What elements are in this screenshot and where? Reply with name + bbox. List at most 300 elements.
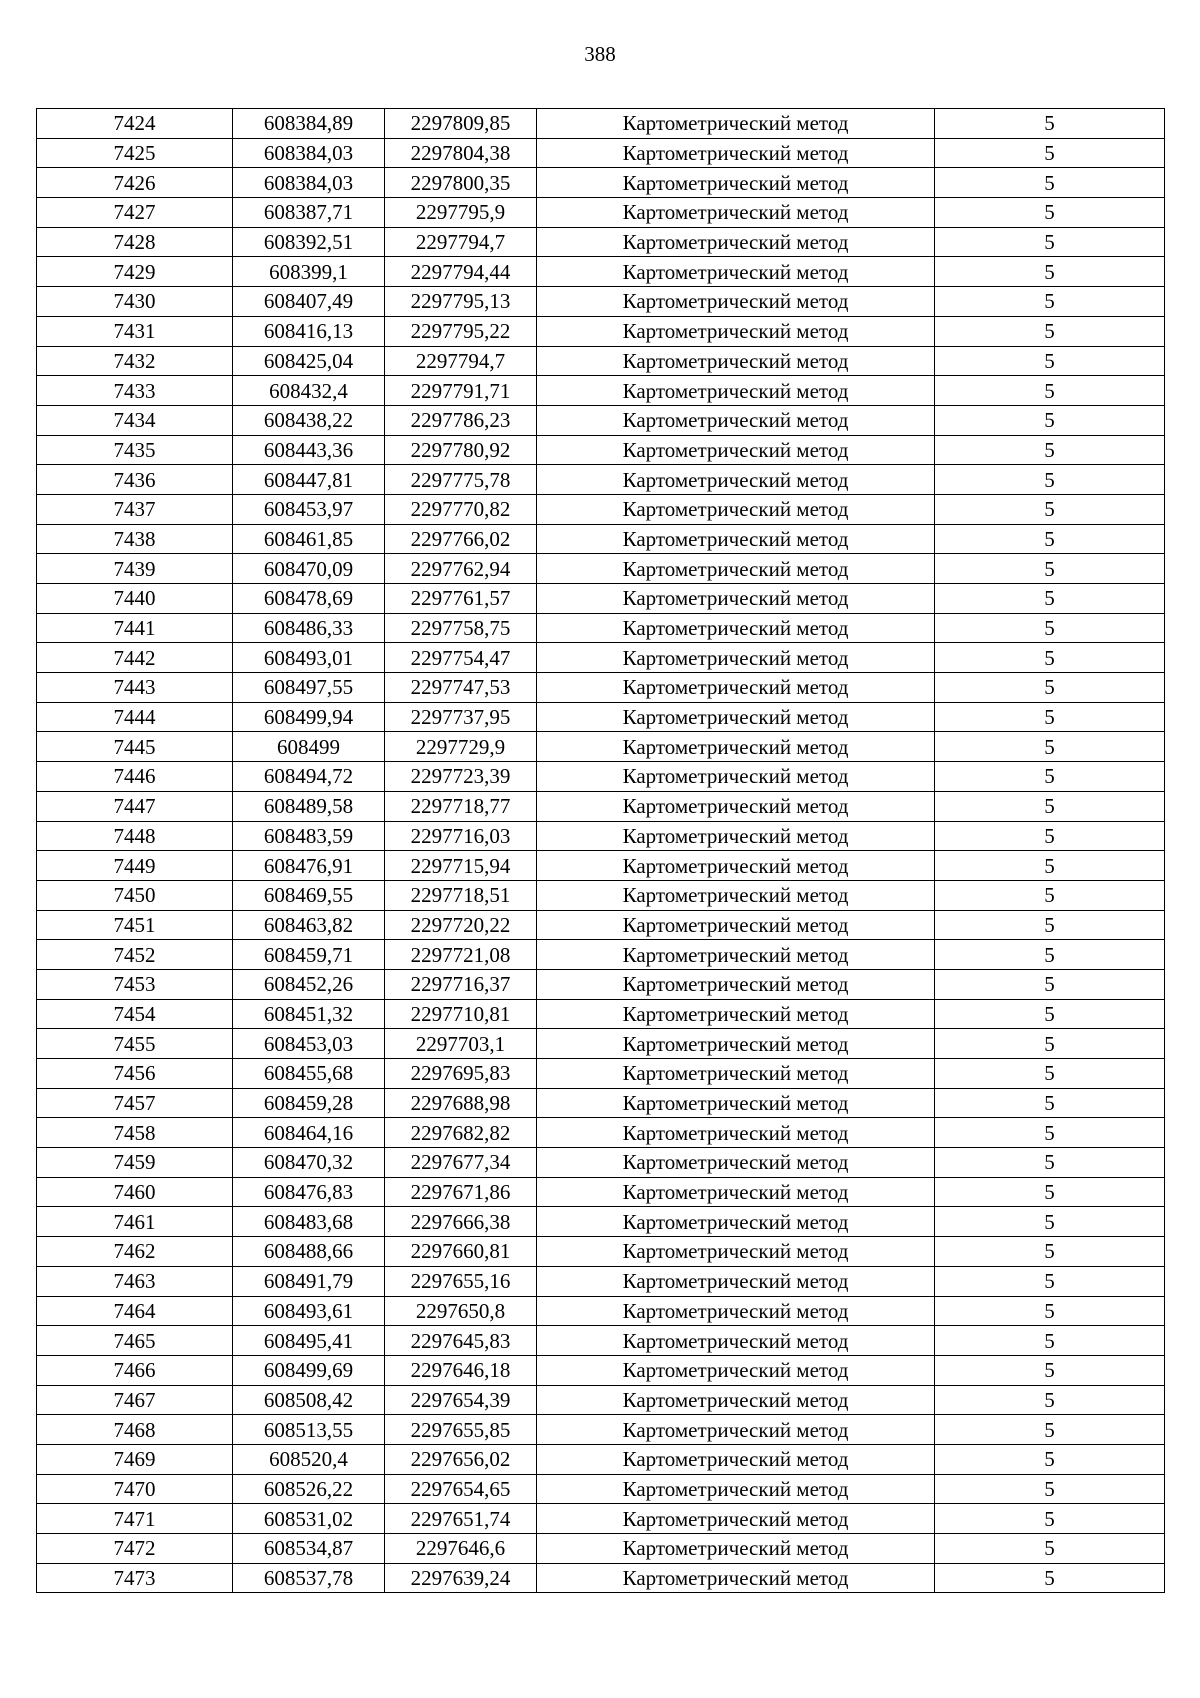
point-number-cell: 7472 (37, 1534, 233, 1564)
x-coordinate-cell: 608443,36 (233, 435, 385, 465)
x-coordinate-cell: 608425,04 (233, 346, 385, 376)
table-row (37, 851, 1165, 881)
point-number-cell: 7454 (37, 999, 233, 1029)
x-coordinate-cell: 608453,03 (233, 1029, 385, 1059)
point-number-cell: 7460 (37, 1177, 233, 1207)
x-coordinate-cell: 608497,55 (233, 673, 385, 703)
point-number-cell: 7427 (37, 198, 233, 228)
x-coordinate-cell: 608513,55 (233, 1415, 385, 1445)
method-cell: Картометрический метод (537, 465, 935, 495)
x-coordinate-cell: 608399,1 (233, 257, 385, 287)
method-cell: Картометрический метод (537, 762, 935, 792)
point-number-cell: 7430 (37, 287, 233, 317)
x-coordinate-cell: 608384,03 (233, 138, 385, 168)
accuracy-cell: 5 (935, 1474, 1165, 1504)
x-coordinate-cell: 608447,81 (233, 465, 385, 495)
accuracy-cell: 5 (935, 1563, 1165, 1593)
method-cell: Картометрический метод (537, 732, 935, 762)
method-cell: Картометрический метод (537, 1207, 935, 1237)
y-coordinate-cell: 2297775,78 (385, 465, 537, 495)
accuracy-cell: 5 (935, 1296, 1165, 1326)
y-coordinate-cell: 2297716,03 (385, 821, 537, 851)
y-coordinate-cell: 2297682,82 (385, 1118, 537, 1148)
x-coordinate-cell: 608470,32 (233, 1148, 385, 1178)
y-coordinate-cell: 2297786,23 (385, 405, 537, 435)
accuracy-cell: 5 (935, 851, 1165, 881)
point-number-cell: 7468 (37, 1415, 233, 1445)
coordinates-table-body (37, 109, 1165, 1593)
y-coordinate-cell: 2297677,34 (385, 1148, 537, 1178)
coordinates-table (36, 108, 1165, 1593)
x-coordinate-cell: 608534,87 (233, 1534, 385, 1564)
accuracy-cell: 5 (935, 1355, 1165, 1385)
point-number-cell: 7464 (37, 1296, 233, 1326)
table-row (37, 494, 1165, 524)
table-row (37, 1207, 1165, 1237)
x-coordinate-cell: 608459,71 (233, 940, 385, 970)
y-coordinate-cell: 2297655,85 (385, 1415, 537, 1445)
point-number-cell: 7426 (37, 168, 233, 198)
point-number-cell: 7431 (37, 316, 233, 346)
method-cell: Картометрический метод (537, 198, 935, 228)
method-cell: Картометрический метод (537, 643, 935, 673)
table-row (37, 435, 1165, 465)
y-coordinate-cell: 2297794,44 (385, 257, 537, 287)
point-number-cell: 7447 (37, 791, 233, 821)
point-number-cell: 7441 (37, 613, 233, 643)
y-coordinate-cell: 2297770,82 (385, 494, 537, 524)
table-row (37, 524, 1165, 554)
y-coordinate-cell: 2297721,08 (385, 940, 537, 970)
method-cell: Картометрический метод (537, 524, 935, 554)
method-cell: Картометрический метод (537, 1237, 935, 1267)
x-coordinate-cell: 608464,16 (233, 1118, 385, 1148)
x-coordinate-cell: 608526,22 (233, 1474, 385, 1504)
y-coordinate-cell: 2297666,38 (385, 1207, 537, 1237)
table-row (37, 1237, 1165, 1267)
point-number-cell: 7465 (37, 1326, 233, 1356)
y-coordinate-cell: 2297762,94 (385, 554, 537, 584)
method-cell: Картометрический метод (537, 702, 935, 732)
point-number-cell: 7433 (37, 376, 233, 406)
point-number-cell: 7469 (37, 1444, 233, 1474)
y-coordinate-cell: 2297715,94 (385, 851, 537, 881)
x-coordinate-cell: 608451,32 (233, 999, 385, 1029)
point-number-cell: 7455 (37, 1029, 233, 1059)
table-row (37, 1148, 1165, 1178)
table-row (37, 376, 1165, 406)
method-cell: Картометрический метод (537, 494, 935, 524)
table-row (37, 109, 1165, 139)
table-row (37, 1563, 1165, 1593)
accuracy-cell: 5 (935, 198, 1165, 228)
y-coordinate-cell: 2297646,6 (385, 1534, 537, 1564)
y-coordinate-cell: 2297688,98 (385, 1088, 537, 1118)
accuracy-cell: 5 (935, 168, 1165, 198)
method-cell: Картометрический метод (537, 1504, 935, 1534)
method-cell: Картометрический метод (537, 1563, 935, 1593)
y-coordinate-cell: 2297639,24 (385, 1563, 537, 1593)
x-coordinate-cell: 608459,28 (233, 1088, 385, 1118)
point-number-cell: 7437 (37, 494, 233, 524)
point-number-cell: 7462 (37, 1237, 233, 1267)
point-number-cell: 7452 (37, 940, 233, 970)
accuracy-cell: 5 (935, 376, 1165, 406)
accuracy-cell: 5 (935, 257, 1165, 287)
x-coordinate-cell: 608470,09 (233, 554, 385, 584)
table-row (37, 1355, 1165, 1385)
accuracy-cell: 5 (935, 287, 1165, 317)
y-coordinate-cell: 2297654,39 (385, 1385, 537, 1415)
point-number-cell: 7434 (37, 405, 233, 435)
method-cell: Картометрический метод (537, 1385, 935, 1415)
method-cell: Картометрический метод (537, 1474, 935, 1504)
y-coordinate-cell: 2297650,8 (385, 1296, 537, 1326)
accuracy-cell: 5 (935, 1266, 1165, 1296)
accuracy-cell: 5 (935, 227, 1165, 257)
accuracy-cell: 5 (935, 821, 1165, 851)
y-coordinate-cell: 2297660,81 (385, 1237, 537, 1267)
accuracy-cell: 5 (935, 435, 1165, 465)
method-cell: Картометрический метод (537, 287, 935, 317)
point-number-cell: 7435 (37, 435, 233, 465)
method-cell: Картометрический метод (537, 1355, 935, 1385)
table-row (37, 1088, 1165, 1118)
accuracy-cell: 5 (935, 524, 1165, 554)
x-coordinate-cell: 608392,51 (233, 227, 385, 257)
accuracy-cell: 5 (935, 1118, 1165, 1148)
accuracy-cell: 5 (935, 762, 1165, 792)
y-coordinate-cell: 2297747,53 (385, 673, 537, 703)
point-number-cell: 7467 (37, 1385, 233, 1415)
table-row (37, 346, 1165, 376)
method-cell: Картометрический метод (537, 554, 935, 584)
point-number-cell: 7458 (37, 1118, 233, 1148)
point-number-cell: 7429 (37, 257, 233, 287)
point-number-cell: 7473 (37, 1563, 233, 1593)
point-number-cell: 7448 (37, 821, 233, 851)
x-coordinate-cell: 608478,69 (233, 584, 385, 614)
point-number-cell: 7466 (37, 1355, 233, 1385)
y-coordinate-cell: 2297761,57 (385, 584, 537, 614)
method-cell: Картометрический метод (537, 1415, 935, 1445)
method-cell: Картометрический метод (537, 880, 935, 910)
y-coordinate-cell: 2297766,02 (385, 524, 537, 554)
accuracy-cell: 5 (935, 643, 1165, 673)
method-cell: Картометрический метод (537, 1326, 935, 1356)
x-coordinate-cell: 608476,83 (233, 1177, 385, 1207)
x-coordinate-cell: 608463,82 (233, 910, 385, 940)
table-row (37, 702, 1165, 732)
y-coordinate-cell: 2297809,85 (385, 109, 537, 139)
y-coordinate-cell: 2297695,83 (385, 1059, 537, 1089)
accuracy-cell: 5 (935, 910, 1165, 940)
x-coordinate-cell: 608387,71 (233, 198, 385, 228)
table-row (37, 880, 1165, 910)
y-coordinate-cell: 2297804,38 (385, 138, 537, 168)
point-number-cell: 7439 (37, 554, 233, 584)
table-row (37, 1415, 1165, 1445)
x-coordinate-cell: 608432,4 (233, 376, 385, 406)
accuracy-cell: 5 (935, 1444, 1165, 1474)
y-coordinate-cell: 2297758,75 (385, 613, 537, 643)
y-coordinate-cell: 2297645,83 (385, 1326, 537, 1356)
table-row (37, 969, 1165, 999)
y-coordinate-cell: 2297703,1 (385, 1029, 537, 1059)
x-coordinate-cell: 608461,85 (233, 524, 385, 554)
x-coordinate-cell: 608469,55 (233, 880, 385, 910)
x-coordinate-cell: 608493,01 (233, 643, 385, 673)
accuracy-cell: 5 (935, 1207, 1165, 1237)
method-cell: Картометрический метод (537, 168, 935, 198)
y-coordinate-cell: 2297794,7 (385, 227, 537, 257)
accuracy-cell: 5 (935, 1177, 1165, 1207)
method-cell: Картометрический метод (537, 1059, 935, 1089)
x-coordinate-cell: 608493,61 (233, 1296, 385, 1326)
y-coordinate-cell: 2297754,47 (385, 643, 537, 673)
y-coordinate-cell: 2297710,81 (385, 999, 537, 1029)
method-cell: Картометрический метод (537, 910, 935, 940)
point-number-cell: 7440 (37, 584, 233, 614)
point-number-cell: 7456 (37, 1059, 233, 1089)
y-coordinate-cell: 2297720,22 (385, 910, 537, 940)
point-number-cell: 7471 (37, 1504, 233, 1534)
method-cell: Картометрический метод (537, 1148, 935, 1178)
y-coordinate-cell: 2297718,77 (385, 791, 537, 821)
table-row (37, 554, 1165, 584)
method-cell: Картометрический метод (537, 109, 935, 139)
table-row (37, 1534, 1165, 1564)
method-cell: Картометрический метод (537, 791, 935, 821)
x-coordinate-cell: 608489,58 (233, 791, 385, 821)
table-row (37, 1385, 1165, 1415)
x-coordinate-cell: 608499,94 (233, 702, 385, 732)
accuracy-cell: 5 (935, 1059, 1165, 1089)
method-cell: Картометрический метод (537, 435, 935, 465)
y-coordinate-cell: 2297737,95 (385, 702, 537, 732)
point-number-cell: 7428 (37, 227, 233, 257)
point-number-cell: 7470 (37, 1474, 233, 1504)
table-row (37, 198, 1165, 228)
accuracy-cell: 5 (935, 405, 1165, 435)
table-row (37, 1059, 1165, 1089)
x-coordinate-cell: 608508,42 (233, 1385, 385, 1415)
table-row (37, 584, 1165, 614)
accuracy-cell: 5 (935, 1534, 1165, 1564)
accuracy-cell: 5 (935, 109, 1165, 139)
y-coordinate-cell: 2297800,35 (385, 168, 537, 198)
table-row (37, 910, 1165, 940)
method-cell: Картометрический метод (537, 821, 935, 851)
table-row (37, 138, 1165, 168)
y-coordinate-cell: 2297780,92 (385, 435, 537, 465)
table-row (37, 227, 1165, 257)
table-row (37, 999, 1165, 1029)
accuracy-cell: 5 (935, 732, 1165, 762)
table-row (37, 316, 1165, 346)
x-coordinate-cell: 608531,02 (233, 1504, 385, 1534)
y-coordinate-cell: 2297718,51 (385, 880, 537, 910)
table-row (37, 762, 1165, 792)
table-row (37, 791, 1165, 821)
table-row (37, 465, 1165, 495)
method-cell: Картометрический метод (537, 940, 935, 970)
x-coordinate-cell: 608520,4 (233, 1444, 385, 1474)
x-coordinate-cell: 608384,03 (233, 168, 385, 198)
method-cell: Картометрический метод (537, 673, 935, 703)
x-coordinate-cell: 608495,41 (233, 1326, 385, 1356)
page-number: 388 (584, 42, 616, 66)
accuracy-cell: 5 (935, 1504, 1165, 1534)
accuracy-cell: 5 (935, 1088, 1165, 1118)
method-cell: Картометрический метод (537, 1534, 935, 1564)
x-coordinate-cell: 608499 (233, 732, 385, 762)
point-number-cell: 7450 (37, 880, 233, 910)
point-number-cell: 7459 (37, 1148, 233, 1178)
y-coordinate-cell: 2297671,86 (385, 1177, 537, 1207)
point-number-cell: 7445 (37, 732, 233, 762)
method-cell: Картометрический метод (537, 138, 935, 168)
table-row (37, 257, 1165, 287)
y-coordinate-cell: 2297794,7 (385, 346, 537, 376)
method-cell: Картометрический метод (537, 227, 935, 257)
table-row (37, 673, 1165, 703)
accuracy-cell: 5 (935, 1326, 1165, 1356)
method-cell: Картометрический метод (537, 851, 935, 881)
point-number-cell: 7451 (37, 910, 233, 940)
method-cell: Картометрический метод (537, 405, 935, 435)
x-coordinate-cell: 608476,91 (233, 851, 385, 881)
table-row (37, 1118, 1165, 1148)
accuracy-cell: 5 (935, 999, 1165, 1029)
accuracy-cell: 5 (935, 584, 1165, 614)
method-cell: Картометрический метод (537, 316, 935, 346)
accuracy-cell: 5 (935, 613, 1165, 643)
x-coordinate-cell: 608416,13 (233, 316, 385, 346)
y-coordinate-cell: 2297795,13 (385, 287, 537, 317)
method-cell: Картометрический метод (537, 1177, 935, 1207)
x-coordinate-cell: 608438,22 (233, 405, 385, 435)
table-row (37, 821, 1165, 851)
x-coordinate-cell: 608486,33 (233, 613, 385, 643)
table-row (37, 1504, 1165, 1534)
method-cell: Картометрический метод (537, 999, 935, 1029)
table-row (37, 940, 1165, 970)
x-coordinate-cell: 608494,72 (233, 762, 385, 792)
accuracy-cell: 5 (935, 465, 1165, 495)
table-row (37, 1177, 1165, 1207)
point-number-cell: 7424 (37, 109, 233, 139)
x-coordinate-cell: 608483,59 (233, 821, 385, 851)
y-coordinate-cell: 2297795,9 (385, 198, 537, 228)
point-number-cell: 7438 (37, 524, 233, 554)
y-coordinate-cell: 2297651,74 (385, 1504, 537, 1534)
point-number-cell: 7461 (37, 1207, 233, 1237)
method-cell: Картометрический метод (537, 1266, 935, 1296)
table-row (37, 168, 1165, 198)
method-cell: Картометрический метод (537, 584, 935, 614)
accuracy-cell: 5 (935, 702, 1165, 732)
table-row (37, 405, 1165, 435)
accuracy-cell: 5 (935, 346, 1165, 376)
table-row (37, 1326, 1165, 1356)
table-row (37, 643, 1165, 673)
y-coordinate-cell: 2297656,02 (385, 1444, 537, 1474)
y-coordinate-cell: 2297729,9 (385, 732, 537, 762)
accuracy-cell: 5 (935, 1148, 1165, 1178)
table-row (37, 287, 1165, 317)
accuracy-cell: 5 (935, 940, 1165, 970)
y-coordinate-cell: 2297716,37 (385, 969, 537, 999)
point-number-cell: 7463 (37, 1266, 233, 1296)
method-cell: Картометрический метод (537, 969, 935, 999)
point-number-cell: 7446 (37, 762, 233, 792)
method-cell: Картометрический метод (537, 1029, 935, 1059)
accuracy-cell: 5 (935, 791, 1165, 821)
table-row (37, 613, 1165, 643)
method-cell: Картометрический метод (537, 376, 935, 406)
method-cell: Картометрический метод (537, 1296, 935, 1326)
table-row (37, 1029, 1165, 1059)
accuracy-cell: 5 (935, 673, 1165, 703)
accuracy-cell: 5 (935, 1385, 1165, 1415)
point-number-cell: 7425 (37, 138, 233, 168)
x-coordinate-cell: 608384,89 (233, 109, 385, 139)
y-coordinate-cell: 2297723,39 (385, 762, 537, 792)
accuracy-cell: 5 (935, 880, 1165, 910)
method-cell: Картометрический метод (537, 1118, 935, 1148)
y-coordinate-cell: 2297791,71 (385, 376, 537, 406)
table-row (37, 732, 1165, 762)
accuracy-cell: 5 (935, 554, 1165, 584)
point-number-cell: 7444 (37, 702, 233, 732)
point-number-cell: 7442 (37, 643, 233, 673)
y-coordinate-cell: 2297655,16 (385, 1266, 537, 1296)
accuracy-cell: 5 (935, 138, 1165, 168)
point-number-cell: 7436 (37, 465, 233, 495)
y-coordinate-cell: 2297654,65 (385, 1474, 537, 1504)
accuracy-cell: 5 (935, 1029, 1165, 1059)
x-coordinate-cell: 608483,68 (233, 1207, 385, 1237)
method-cell: Картометрический метод (537, 1088, 935, 1118)
table-row (37, 1474, 1165, 1504)
x-coordinate-cell: 608488,66 (233, 1237, 385, 1267)
accuracy-cell: 5 (935, 1237, 1165, 1267)
table-row (37, 1296, 1165, 1326)
accuracy-cell: 5 (935, 494, 1165, 524)
point-number-cell: 7453 (37, 969, 233, 999)
point-number-cell: 7449 (37, 851, 233, 881)
accuracy-cell: 5 (935, 316, 1165, 346)
table-row (37, 1266, 1165, 1296)
y-coordinate-cell: 2297646,18 (385, 1355, 537, 1385)
accuracy-cell: 5 (935, 969, 1165, 999)
x-coordinate-cell: 608499,69 (233, 1355, 385, 1385)
point-number-cell: 7443 (37, 673, 233, 703)
x-coordinate-cell: 608453,97 (233, 494, 385, 524)
table-row (37, 1444, 1165, 1474)
method-cell: Картометрический метод (537, 346, 935, 376)
x-coordinate-cell: 608452,26 (233, 969, 385, 999)
method-cell: Картометрический метод (537, 1444, 935, 1474)
accuracy-cell: 5 (935, 1415, 1165, 1445)
method-cell: Картометрический метод (537, 613, 935, 643)
point-number-cell: 7457 (37, 1088, 233, 1118)
method-cell: Картометрический метод (537, 257, 935, 287)
x-coordinate-cell: 608491,79 (233, 1266, 385, 1296)
y-coordinate-cell: 2297795,22 (385, 316, 537, 346)
x-coordinate-cell: 608455,68 (233, 1059, 385, 1089)
